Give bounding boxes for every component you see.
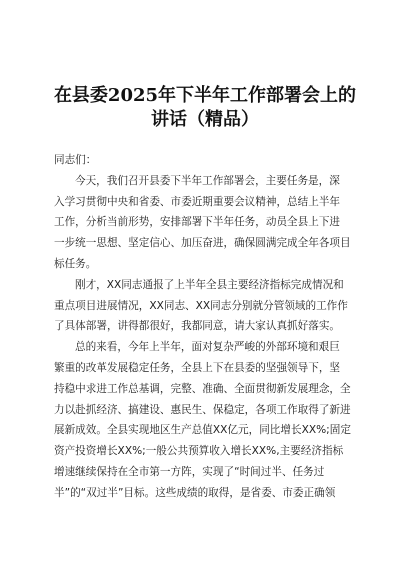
document-title-line-2: 讲话（精品） (151, 109, 259, 130)
body-line: 入学习贯彻中央和省委、市委近期重要会议精神，总结上半年 (54, 195, 341, 208)
body-line: 了具体部署，讲得都很好，我都同意，请大家认真抓好落实。 (54, 320, 341, 333)
body-line: 展新成效。全县实现地区生产总值XX亿元，同比增长XX%;固定 (54, 424, 351, 437)
body-lines (54, 171, 358, 504)
body-line: 刚才，XX同志通报了上半年全县主要经济指标完成情况和 (75, 278, 344, 291)
body-line: 资产投资增长XX%;一般公共预算收入增长XX%,主要经济指标 (54, 445, 344, 458)
body-line: 总的来看，今年上半年，面对复杂严峻的外部环境和艰巨 (75, 341, 340, 354)
body-line: 繁重的改革发展稳定任务，全县上下在县委的坚强领导下，坚 (54, 361, 341, 374)
body-line: 一步统一思想、坚定信心、加压奋进，确保圆满完成全年各项目 (54, 237, 351, 250)
body-line: 持稳中求进工作总基调，完整、准确、全面贯彻新发展理念，全 (54, 382, 351, 395)
body-line: 力以赴抓经济、搞建设、惠民生、保稳定，各项工作取得了新进 (54, 403, 351, 416)
body-line: 重点项目进展情况，XX同志、XX同志分别就分管领域的工作作 (54, 299, 348, 312)
body-line: 半”的“双过半”目标。这些成绩的取得，是省委、市委正确领 (54, 486, 336, 499)
document-body (54, 150, 358, 504)
body-line: 增速继续保持在全市第一方阵，实现了“时间过半、任务过 (54, 465, 325, 478)
document-title-line-1: 在县委2025年下半年工作部署会上的 (53, 85, 357, 106)
body-line: 今天，我们召开县委下半年工作部署会，主要任务是，深 (75, 174, 340, 187)
salutation: 同志们： (54, 154, 97, 166)
body-line: 标任务。 (54, 257, 97, 270)
body-line: 工作，分析当前形势，安排部署下半年任务，动员全县上下进 (54, 216, 341, 229)
